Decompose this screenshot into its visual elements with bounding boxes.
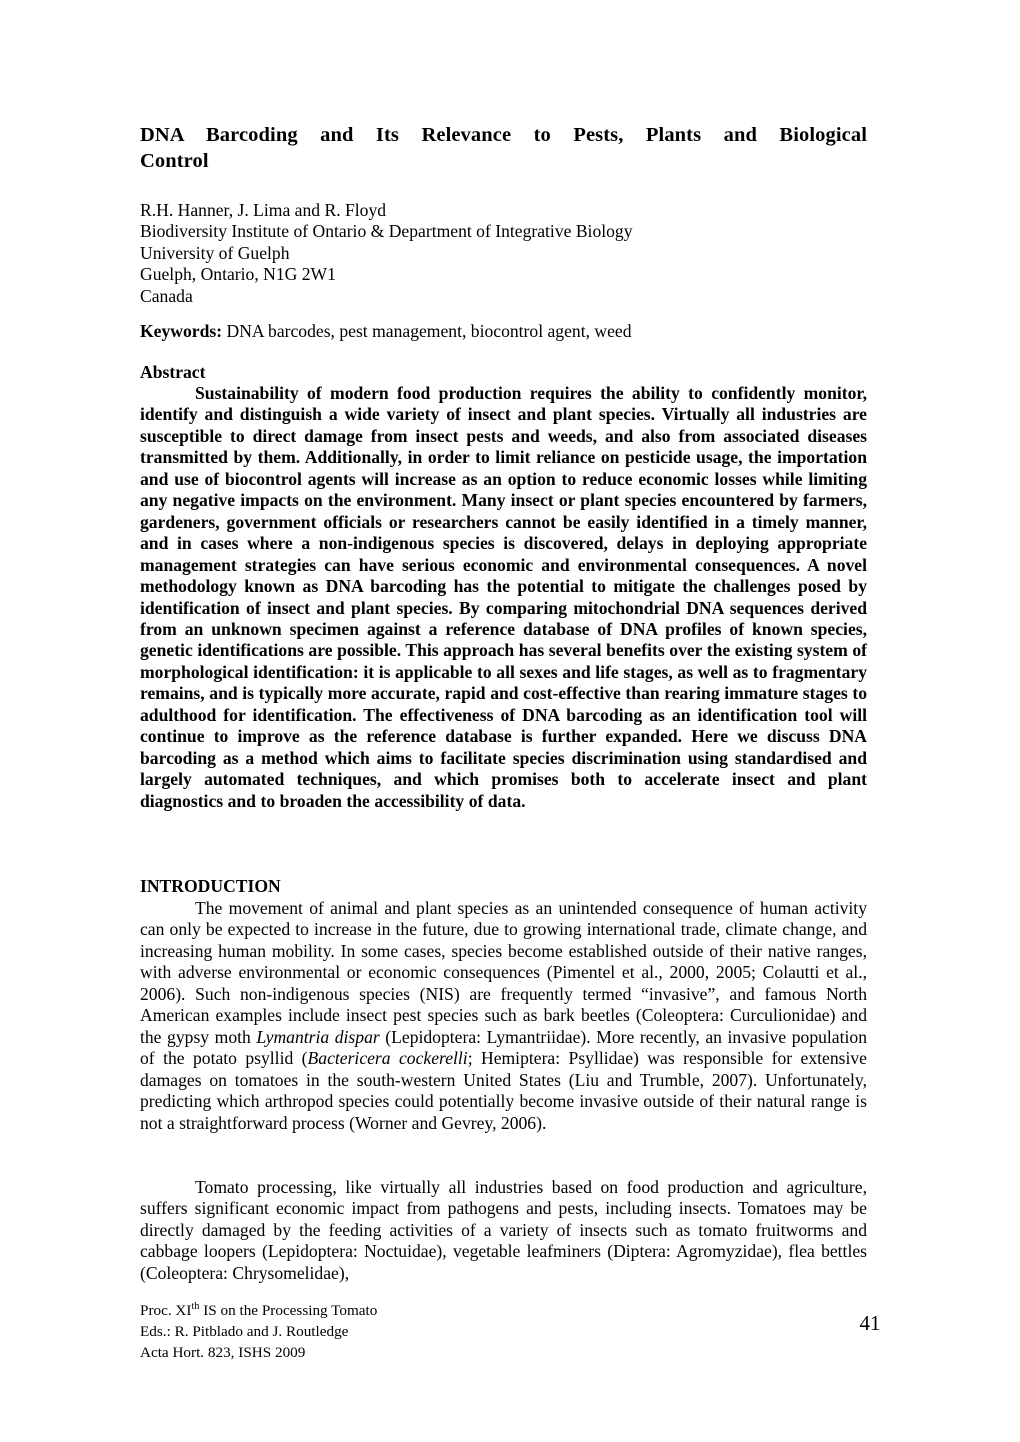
footer-line-citation: Acta Hort. 823, ISHS 2009 [140,1344,306,1361]
affiliation-line-3: Guelph, Ontario, N1G 2W1 [140,264,336,285]
introduction-heading: INTRODUCTION [140,876,281,896]
title-line-2: Control [140,150,209,172]
species-name-bactericera-cockerelli: Bactericera cockerelli [307,1048,468,1069]
affiliation-line-4: Canada [140,285,193,306]
introduction-paragraph-2: Tomato processing, like virtually all industries based on food production and agriculture, suffers significant economic impact from pathogens and pests, including insects. Tomatoes may be directly damaged by the feeding activities of a variety of insects such as tomato fruitworms and cabbage loopers (Lepidoptera: Noctuidae), vegetable leafminers (Diptera: Agromyzidae), flea bettles (Coleoptera: Chrysomelidae), [140,1177,867,1283]
footer-line-editors: Eds.: R. Pitblado and J. Routledge [140,1323,349,1340]
keywords-value: DNA barcodes, pest management, biocontrol agent, weed [222,321,632,341]
keywords-line [140,321,867,342]
footer-proc-prefix: Proc. XI [140,1302,192,1319]
document-page [140,0,881,1442]
author-affiliation-block [140,200,867,307]
page-number: 41 [859,1311,881,1335]
page-title [140,122,867,174]
footer-proc-suffix: IS on the Processing Tomato [199,1302,378,1319]
abstract-body: Sustainability of modern food production requires the ability to confidently monitor, identify and distinguish a wide variety of insect and plant species. Virtually all industries are susceptible to direct damage from insect pests and weeds, and also from associated diseases transmitted by them. Additionally, in order to limit reliance on pesticide usage, the importation and use of biocontrol agents will increase as an option to reduce economic losses while limiting any negative impacts on the environment. Many insect or plant species encountered by farmers, gardeners, government officials or researchers cannot be easily identified in a timely manner, and in cases where a non-indigenous species is discovered, delays in deploying appropriate management strategies can have serious economic and environmental consequences. A novel methodology known as DNA barcoding has the potential to mitigate the challenges posed by identification of insect and plant species. By comparing mitochondrial DNA sequences derived from an unknown specimen against a reference database of DNA profiles of known species, genetic identifications are possible. This approach has several benefits over the existing system of morphological identification: it is applicable to all sexes and life stages, as well as to fragmentary remains, and is typically more accurate, rapid and cost-effective than rearing immature stages to adulthood for identification. The effectiveness of DNA barcoding as an identification tool will continue to improve as the reference database is further expanded. Here we discuss DNA barcoding as a method which aims to facilitate species discrimination using standardised and largely automated techniques, and which promises both to accelerate insect and plant diagnostics and to broaden the accessibility of data. [140,383,867,811]
intro-p1-part-1: The movement of animal and plant species as an unintended consequence of human activity can only be expected to increase in the future, due to growing international trade, climate change, and increasing human mobility. In some cases, species become established outside of their native ranges, with adverse environmental or economic consequences (Pimentel et al., 2000, 2005; Colautti et al., 2006). Such non-indigenous species (NIS) are frequently termed “invasive”, and famous North American examples include insect pest species such as bark beetles (Coleoptera: Curculionidae) and the gypsy moth [140,898,867,1047]
affiliation-line-2: University of Guelph [140,242,290,263]
keywords-label: Keywords: [140,321,223,341]
footer-line-proceedings [140,1300,867,1321]
introduction-paragraph-1 [140,898,867,1134]
intro-p1-part-3: ; Hemiptera: Psyllidae) was responsible for extensive damages on tomatoes in the south-western United States (Liu and Trumble, 2007). Unfortunately, predicting which arthropod species could potentially become invasive outside of their natural range is not a straightforward process (Worner and Gevrey, 2006). [140,1048,867,1133]
species-name-lymantria-dispar: Lymantria dispar [256,1026,380,1047]
intro-p1-part-2: (Lepidoptera: Lymantriidae). More recently, an invasive population of the potato psyllid ( [140,1026,867,1069]
page-footer [140,1300,867,1363]
title-line-1: DNA Barcoding and Its Relevance to Pests, Plants and Biological [140,124,867,146]
abstract-heading: Abstract [140,362,206,382]
author-names: R.H. Hanner, J. Lima and R. Floyd [140,200,387,220]
footer-ordinal-superscript: th [191,1300,200,1312]
affiliation-line-1: Biodiversity Institute of Ontario & Department of Integrative Biology [140,221,633,242]
